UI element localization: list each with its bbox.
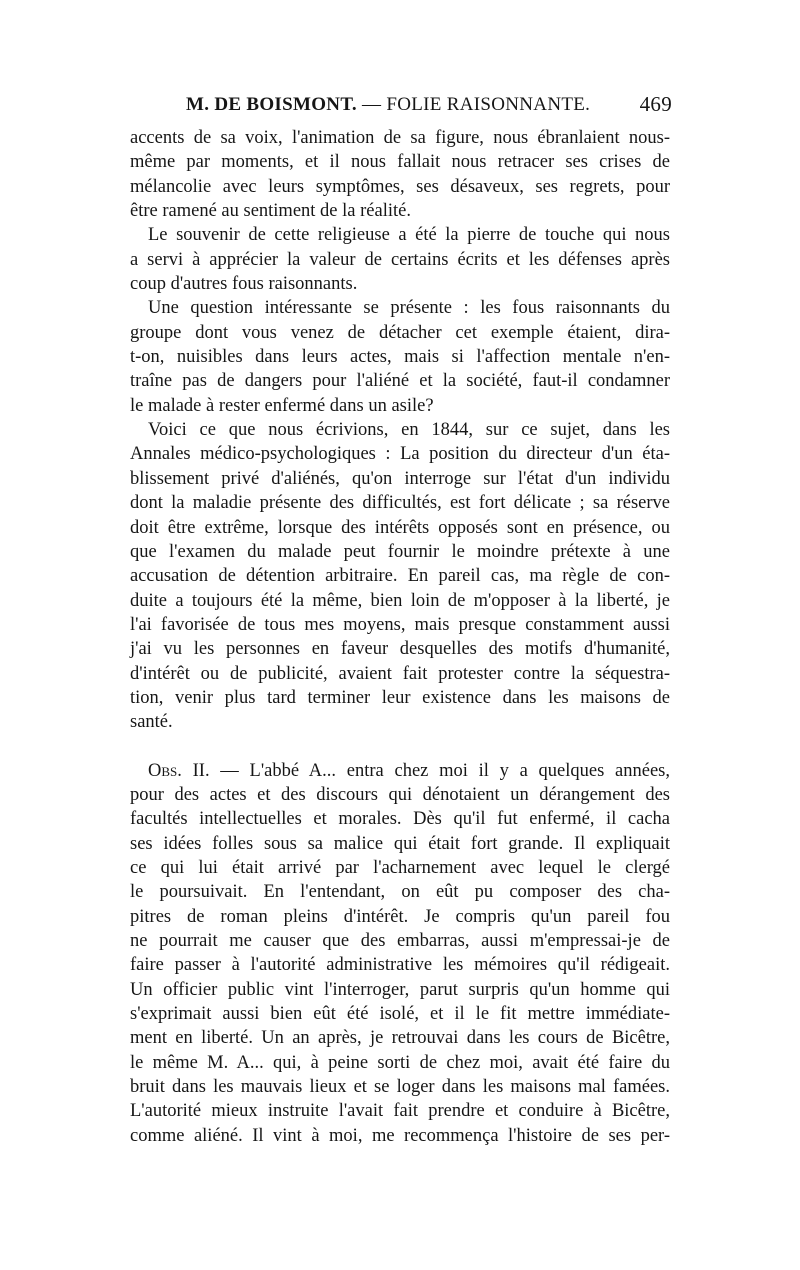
text-line: accents de sa voix, l'animation de sa figure, nous ébranlaient nous- xyxy=(130,128,670,148)
text-line: d'intérêt ou de publicité, avaient fait protester contre la séquestra- xyxy=(130,663,670,684)
text-line: a servi à apprécier la valeur de certains écrits et les défenses après xyxy=(130,249,670,270)
text-line: mélancolie avec leurs symptômes, ses désaveux, ses regrets, pour xyxy=(130,176,670,197)
header-author: M. DE BOISMONT. xyxy=(186,94,357,115)
text-line: t-on, nuisibles dans leurs actes, mais si l'affection mentale n'en- xyxy=(130,347,670,368)
section-gap xyxy=(130,735,670,759)
paragraph-4 xyxy=(130,418,670,734)
text-line: Une question intéressante se présente : les fous raisonnants du xyxy=(148,298,670,319)
text-line: faire passer à l'autorité administrative les mémoires qu'il rédigeait. xyxy=(130,955,670,976)
text-line: Le souvenir de cette religieuse a été la pierre de touche qui nous xyxy=(148,225,670,246)
observation-label: Obs. II. xyxy=(148,760,210,781)
header-separator: — xyxy=(362,94,382,115)
text-line: même par moments, et il nous fallait nous retracer ses crises de xyxy=(130,152,670,173)
text-line: traîne pas de dangers pour l'aliéné et la société, faut-il condamner xyxy=(130,371,670,392)
text-line: groupe dont vous venez de détacher cet exemple étaient, dira- xyxy=(130,322,670,343)
text-line: bruit dans les mauvais lieux et se loger dans les maisons mal famées. xyxy=(130,1077,670,1098)
observation-first-line-text: — L'abbé A... entra chez moi il y a quelques années, xyxy=(209,760,670,781)
text-line: être ramené au sentiment de la réalité. xyxy=(130,201,411,222)
text-line: le malade à rester enfermé dans un asile? xyxy=(130,395,434,416)
text-line: pitres de roman pleins d'intérêt. Je compris qu'un pareil fou xyxy=(130,906,670,927)
text-line: comme aliéné. Il vint à moi, me recommença l'histoire de ses per- xyxy=(130,1125,670,1146)
text-line: le poursuivait. En l'entendant, on eût pu composer des cha- xyxy=(130,882,670,903)
text-line xyxy=(130,759,670,783)
text-line: Voici ce que nous écrivions, en 1844, sur ce sujet, dans les xyxy=(148,420,670,441)
text-line: facultés intellectuelles et morales. Dès qu'il fut enfermé, il cacha xyxy=(130,809,670,830)
text-line: blissement privé d'aliénés, qu'on interroge sur l'état d'un individu xyxy=(130,468,670,489)
paragraph-2 xyxy=(130,223,670,296)
text-line: que l'examen du malade peut fournir le moindre prétexte à une xyxy=(130,541,670,562)
text-line: duite a toujours été la même, bien loin de m'opposer à la liberté, je xyxy=(130,590,670,611)
text-line: ne pourrait me causer que des embarras, aussi m'empressai-je de xyxy=(130,931,670,951)
header-title: FOLIE RAISONNANTE. xyxy=(386,94,591,115)
text-line: j'ai vu les personnes en faveur desquelles des motifs d'humanité, xyxy=(130,639,670,660)
running-title xyxy=(186,94,590,116)
observation-2-paragraph xyxy=(130,759,670,1149)
text-line: le même M. A... qui, à peine sorti de chez moi, avait été faire du xyxy=(130,1052,670,1073)
text-line: doit être extrême, lorsque des intérêts opposés sont en présence, ou xyxy=(130,517,670,538)
text-line: dont la maladie présente des difficultés, est fort délicate ; sa réserve xyxy=(130,493,670,514)
text-line: ses idées folles sous sa malice qui était fort grande. Il expliquait xyxy=(130,833,670,854)
text-line: coup d'autres fous raisonnants. xyxy=(130,274,358,295)
text-line: l'ai favorisée de tous mes moyens, mais presque constamment aussi xyxy=(130,614,670,635)
paragraph-3 xyxy=(130,296,670,418)
text-line: s'exprimait aussi bien eût été isolé, et il le fit mettre immédiate- xyxy=(130,1004,670,1025)
page-number: 469 xyxy=(639,92,672,116)
text-line: ment en liberté. Un an après, je retrouvai dans les cours de Bicêtre, xyxy=(130,1028,670,1049)
text-line: santé. xyxy=(130,712,173,733)
text-line: Annales médico-psychologiques : La position du directeur d'un éta- xyxy=(130,444,670,465)
text-line: accusation de détention arbitraire. En pareil cas, ma règle de con- xyxy=(130,566,670,587)
text-line: Un officier public vint l'interroger, parut surpris qu'un homme qui xyxy=(130,979,670,1000)
running-header xyxy=(130,90,670,126)
text-line: ce qui lui était arrivé par l'acharnement avec lequel le clergé xyxy=(130,857,670,878)
text-line: tion, venir plus tard terminer leur existence dans les maisons de xyxy=(130,687,670,708)
text-line: pour des actes et des discours qui dénotaient un dérangement des xyxy=(130,784,670,805)
paragraph-1 xyxy=(130,126,670,223)
book-page xyxy=(130,90,670,1148)
text-line: L'autorité mieux instruite l'avait fait prendre et conduire à Bicêtre, xyxy=(130,1101,670,1122)
